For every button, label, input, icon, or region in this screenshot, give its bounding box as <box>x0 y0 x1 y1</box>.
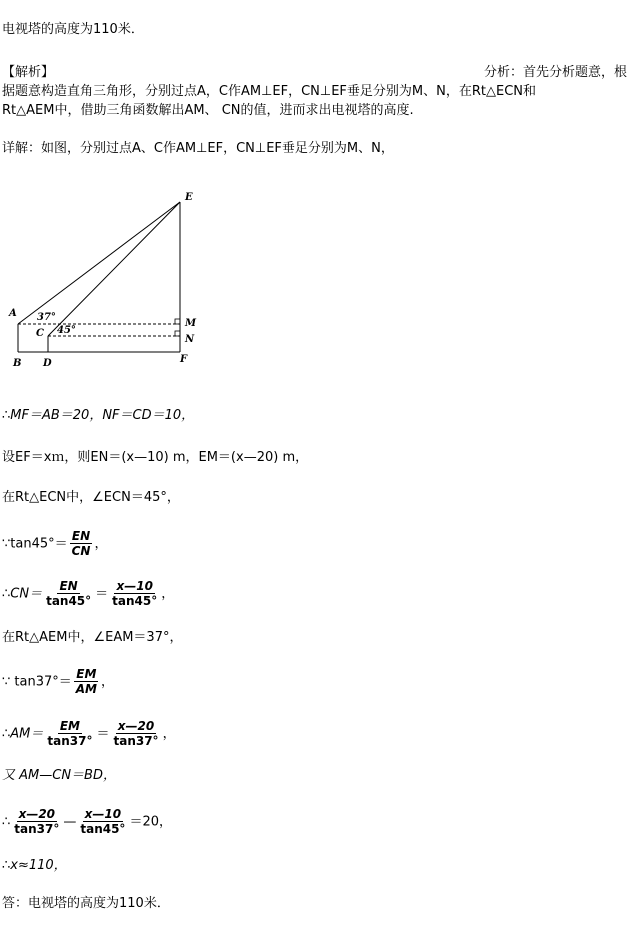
label-45: 45° <box>57 325 76 336</box>
segment-ae <box>18 202 180 324</box>
label-a: A <box>9 308 17 319</box>
fraction-x20-tan37-b: $\frac{x—20}{\tan 37^\circ}$ <box>14 807 60 836</box>
fraction-em-tan37: $\frac{EM}{\tan 37^\circ}$ <box>47 719 93 748</box>
label-m: M <box>185 318 197 329</box>
analysis-lead: 分析：首先分析题意，根 <box>483 65 627 80</box>
step-8: ∴AM＝ $\frac{EM}{\tan 37^\circ}$ ＝ $\frac{x—20}{\tan 37^\circ}$ ， <box>2 719 176 748</box>
fraction-em-am: $\frac{EM}{AM}$ <box>75 667 97 696</box>
step-5: ∴CN＝ $\frac{EN}{\tan 45^\circ}$ ＝ $\frac{x—10}{\tan 45^\circ}$ ， <box>2 579 175 608</box>
step-10: ∴ $\frac{x—20}{\tan 37^\circ}$ — $\frac{x—10}{\tan 45^\circ}$ ＝20， <box>2 807 172 836</box>
final-answer: 答：电视塔的高度为110米． <box>2 896 170 911</box>
label-n: N <box>185 334 195 345</box>
right-angle-n <box>175 331 180 336</box>
fraction-x20-tan37: $\frac{x—20}{\tan 37^\circ}$ <box>113 719 159 748</box>
step-1: ∴MF＝AB＝20，NF＝CD＝10， <box>2 408 195 423</box>
analysis-header: 【解析】 <box>2 65 55 80</box>
fraction-x10-tan45: $\frac{x—10}{\tan 45^\circ}$ <box>112 579 158 608</box>
label-f: F <box>180 354 188 365</box>
analysis-line-3: Rt△AEM中，借助三角函数解出AM、 CN的值，进而求出电视塔的高度. <box>2 103 414 118</box>
analysis-block <box>2 63 627 120</box>
label-37: 37° <box>37 312 56 323</box>
step-2: 设EF＝xｍ，则EN＝(x—10) m，EM＝(x—20) m， <box>2 450 309 465</box>
label-b: B <box>13 358 22 369</box>
fraction-x10-tan45-b: $\frac{x—10}{\tan 45^\circ}$ <box>80 807 126 836</box>
geometry-diagram <box>5 190 205 370</box>
right-angle-m <box>175 319 180 324</box>
label-c: C <box>36 328 44 339</box>
segment-ce <box>48 202 180 336</box>
fraction-en-tan45: $\frac{EN}{\tan 45^\circ}$ <box>46 579 92 608</box>
analysis-line-2: 据题意构造直角三角形，分别过点A，C作AM⊥EF，CN⊥EF垂足分别为M、N，在Rt△ECN和 <box>2 84 536 99</box>
detail-intro: 详解：如图，分别过点A、C作AM⊥EF，CN⊥EF垂足分别为M、N， <box>2 141 394 156</box>
fraction-en-cn: $\frac{EN}{CN}$ <box>71 529 91 558</box>
step-4: ∵tan45°＝ $\frac{EN}{CN}$ ， <box>2 529 108 558</box>
label-e: E <box>185 192 193 203</box>
step-6: 在Rt△AEM中，∠EAM＝37°， <box>2 630 183 645</box>
step-3: 在Rt△ECN中，∠ECN＝45°， <box>2 490 180 505</box>
step-7: ∵ tan37°＝ $\frac{EM}{AM}$ ， <box>2 667 114 696</box>
label-d: D <box>43 358 52 369</box>
top-answer: 电视塔的高度为110米． <box>2 22 144 37</box>
step-9: 又 AM—CN＝BD， <box>2 768 116 783</box>
step-11: ∴x≈110， <box>2 858 67 873</box>
